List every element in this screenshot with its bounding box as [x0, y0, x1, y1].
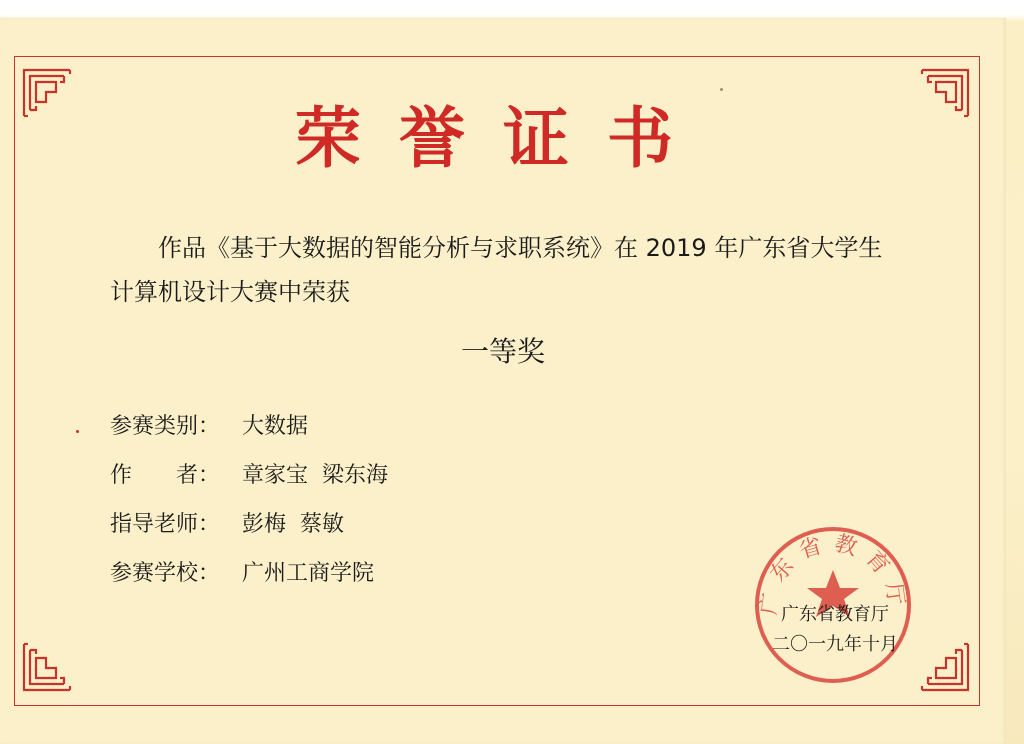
issuer-name: 广东省教育厅 — [781, 604, 889, 625]
certificate-title: 荣誉证书 — [295, 99, 711, 177]
info-value: 大数据 — [242, 414, 309, 439]
info-value: 彭梅 蔡敏 — [242, 512, 344, 537]
paper-speck — [720, 88, 723, 91]
corner-ornament-bottom-left — [20, 624, 90, 694]
issue-date: 二〇一九年十月 — [772, 634, 898, 655]
award-level: 一等奖 — [460, 335, 545, 368]
paper-speck — [76, 430, 79, 433]
info-value: 广州工商学院 — [242, 561, 375, 586]
info-row-advisors — [110, 498, 388, 547]
issuer-block — [760, 600, 910, 660]
info-row-authors — [110, 449, 388, 498]
info-label: 参赛类别： — [110, 414, 221, 439]
certificate-body-text: 作品《基于大数据的智能分析与求职系统》在 2019 年广东省大学生计算机设计大赛中荣获 — [110, 234, 883, 306]
info-label: 参赛学校： — [110, 561, 221, 586]
seal-text: 广东省教育厅 — [756, 530, 910, 617]
info-value: 章家宝 梁东海 — [242, 463, 388, 488]
info-row-school — [110, 547, 388, 596]
info-label: 作 者： — [110, 463, 221, 488]
info-list — [110, 400, 388, 596]
info-row-category — [110, 400, 388, 449]
info-label: 指导老师： — [110, 512, 221, 537]
